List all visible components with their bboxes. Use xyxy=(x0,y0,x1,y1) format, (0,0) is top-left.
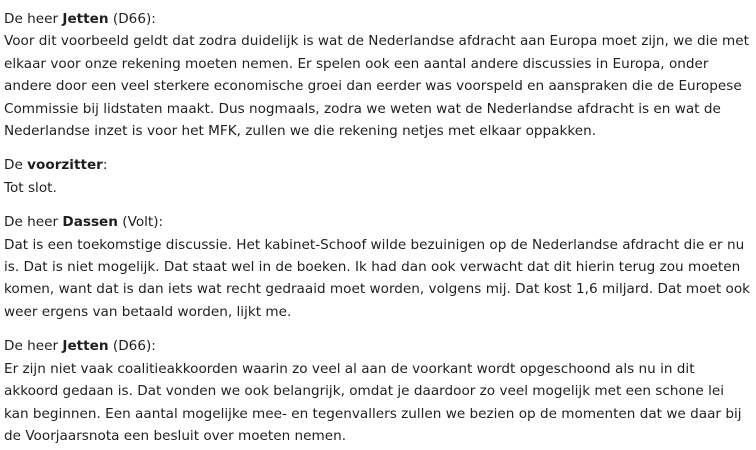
speech-text: Voor dit voorbeeld geldt dat zodra duidelijk is wat de Nederlandse afdracht aan Europa moet zijn, we die met elkaar voor onze rekening moeten nemen. Er spelen ook een aantal andere discussies in Europa, onder andere door een veel sterkere economische groei dan eerder was voorspeld en aanspraken die de Europese Commissie bij lidstaten maakt. Dus nogmaals, zodra we weten wat de Nederlandse afdracht is en wat de Nederlandse inzet is voor het MFK, zullen we die rekening netjes met elkaar oppakken. xyxy=(4,33,749,140)
speaker-party: (Volt): xyxy=(117,214,164,231)
speaker-prefix: De heer xyxy=(4,214,63,231)
speaker-line xyxy=(4,211,752,233)
speech-block-jetten-1 xyxy=(4,8,752,142)
speech-text: Tot slot. xyxy=(4,179,57,196)
speech-block-jetten-2 xyxy=(4,335,752,447)
speech-text: Dat is een toekomstige discussie. Het kabinet-Schoof wilde bezuinigen op de Nederlandse afdracht die er nu is. Dat is niet mogelijk. Dat staat wel in de boeken. Ik had dan ook verwacht dat dit hierin terug zou moeten komen, want dat is dan iets wat recht gedraaid moet worden, volgens mij. Dat kost 1,6 miljard. Dat moet ook weer ergens van betaald worden, lijkt me. xyxy=(4,236,751,320)
speaker-prefix: De xyxy=(4,157,28,174)
speaker-line xyxy=(4,154,752,176)
speaker-party: (D66): xyxy=(108,338,156,355)
speech-block-voorzitter xyxy=(4,154,752,199)
speaker-suffix: : xyxy=(102,157,108,174)
speaker-line xyxy=(4,8,752,30)
speaker-line xyxy=(4,335,752,357)
speaker-name: Jetten xyxy=(62,11,109,27)
speaker-name: Jetten xyxy=(62,338,109,355)
speaker-name: voorzitter xyxy=(27,157,103,174)
speaker-prefix: De heer xyxy=(4,11,63,27)
speaker-party: (D66): xyxy=(108,11,156,27)
speaker-prefix: De heer xyxy=(4,338,63,355)
speech-block-dassen xyxy=(4,211,752,323)
speech-text: Er zijn niet vaak coalitieakkoorden waarin zo veel al aan de voorkant wordt opgeschoond als nu in dit akkoord gedaan is. Dat vonden we ook belangrijk, omdat je daardoor zo veel mogelijk met een schone lei kan beginnen. Een aantal mogelijke mee- en tegenvallers zullen we bezien op de momenten dat we daar bij de Voorjaarsnota een besluit over moeten nemen. xyxy=(4,360,742,444)
speaker-name: Dassen xyxy=(62,214,118,231)
